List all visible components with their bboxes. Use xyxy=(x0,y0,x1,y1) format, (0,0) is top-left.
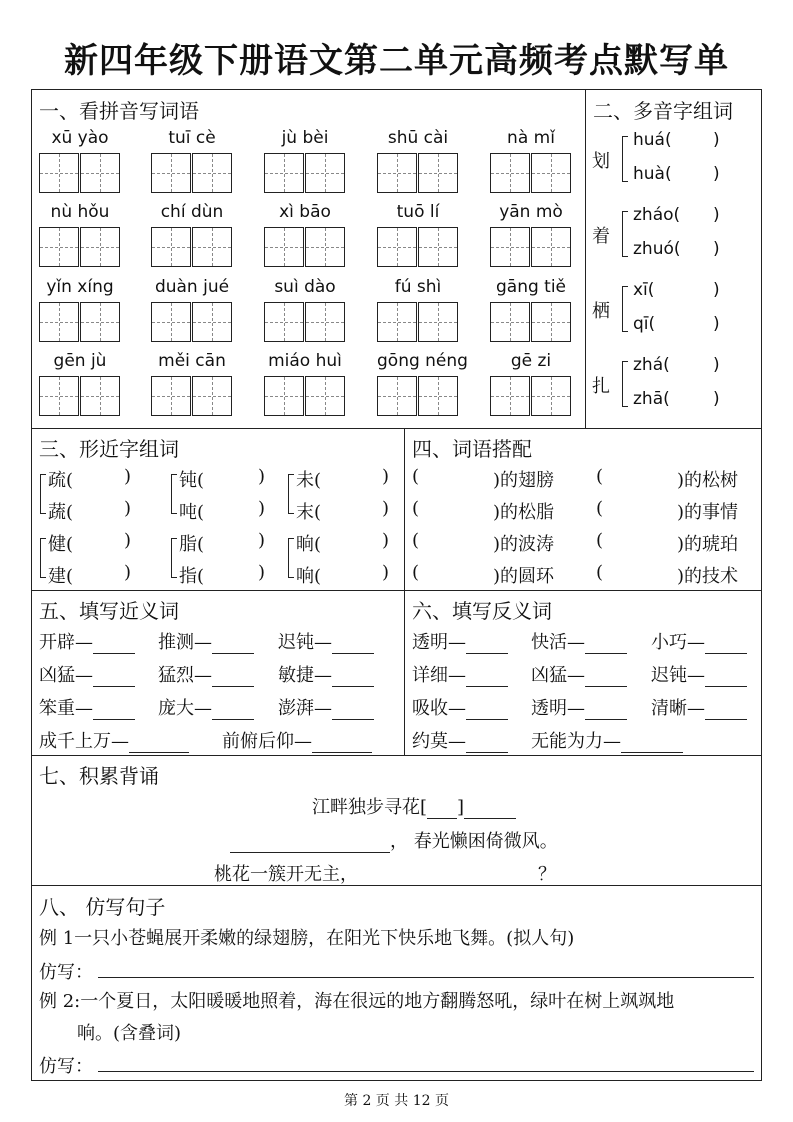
prompt-word: 成千上万— xyxy=(39,731,129,752)
divider xyxy=(404,428,405,755)
close-paren: ) xyxy=(382,562,390,583)
char-prompt: 未( xyxy=(296,470,322,491)
fill-item xyxy=(39,727,189,753)
char-box[interactable] xyxy=(80,227,120,267)
close-paren: ) xyxy=(258,562,266,583)
answer-blank[interactable] xyxy=(312,752,372,753)
char-box[interactable] xyxy=(151,302,191,342)
pinyin-reading: zhā( xyxy=(633,389,670,409)
fill-item xyxy=(222,727,372,753)
section-heading: 五、填写近义词 xyxy=(39,599,179,623)
char-box[interactable] xyxy=(490,376,530,416)
char-box[interactable] xyxy=(80,302,120,342)
char-box[interactable] xyxy=(531,376,571,416)
poem-line-2: ， 春光懒困倚微风。 xyxy=(230,827,558,853)
fill-item xyxy=(278,628,374,654)
char-box[interactable] xyxy=(377,376,417,416)
char-prompt: 响( xyxy=(296,566,322,587)
char-box[interactable] xyxy=(418,153,458,193)
fill-item xyxy=(158,661,254,687)
section-heading: 三、形近字组词 xyxy=(39,437,179,461)
matching-text: )的松脂 xyxy=(493,502,555,523)
divider xyxy=(31,590,762,591)
close-paren: ) xyxy=(382,466,390,487)
close-paren: ) xyxy=(713,164,720,184)
char-box[interactable] xyxy=(418,227,458,267)
char-box[interactable] xyxy=(531,302,571,342)
fill-item xyxy=(278,694,374,720)
matching-text: ( xyxy=(596,530,604,551)
prompt-word: 约莫— xyxy=(412,731,466,752)
poem-blank[interactable] xyxy=(427,818,457,819)
pinyin-reading: zhá( xyxy=(633,355,670,375)
pinyin-label: jù bèi xyxy=(281,128,329,148)
matching-text: )的技术 xyxy=(677,566,739,587)
char-box[interactable] xyxy=(151,376,191,416)
answer-blank[interactable] xyxy=(705,686,747,687)
fill-item xyxy=(531,694,627,720)
pinyin-label: gē zi xyxy=(510,351,552,371)
page-footer: 第 2 页 共 12 页 xyxy=(344,1093,449,1109)
char-box[interactable] xyxy=(418,302,458,342)
char-box[interactable] xyxy=(264,376,304,416)
fill-item xyxy=(531,628,627,654)
prompt-word: 清晰— xyxy=(651,698,705,719)
close-paren: ) xyxy=(713,355,720,375)
answer-blank[interactable] xyxy=(212,653,254,654)
char-box[interactable] xyxy=(418,376,458,416)
fill-item xyxy=(412,727,508,753)
divider xyxy=(31,428,762,429)
pinyin-label: nù hǒu xyxy=(50,202,110,222)
poem-blank[interactable] xyxy=(464,818,516,819)
pinyin-label: suì dào xyxy=(274,277,336,297)
prompt-word: 透明— xyxy=(531,698,585,719)
matching-text: ( xyxy=(596,498,604,519)
char-box[interactable] xyxy=(490,302,530,342)
char-box[interactable] xyxy=(264,227,304,267)
matching-text: ( xyxy=(412,466,420,487)
answer-blank[interactable] xyxy=(332,686,374,687)
char-box[interactable] xyxy=(305,302,345,342)
close-paren: ) xyxy=(713,205,720,225)
close-paren: ) xyxy=(124,498,132,519)
answer-blank[interactable] xyxy=(466,752,508,753)
answer-blank[interactable] xyxy=(332,653,374,654)
answer-blank[interactable] xyxy=(212,686,254,687)
poem-blank[interactable] xyxy=(358,885,538,886)
char-box[interactable] xyxy=(490,153,530,193)
poem-blank[interactable] xyxy=(230,852,390,853)
prompt-word: 庞大— xyxy=(158,698,212,719)
char-box[interactable] xyxy=(80,376,120,416)
prompt-word: 敏捷— xyxy=(278,665,332,686)
pinyin-label: xì bāo xyxy=(279,202,331,222)
prompt-word: 透明— xyxy=(412,632,466,653)
copy-label: 仿写： xyxy=(39,962,93,983)
copy-label: 仿写： xyxy=(39,1056,93,1077)
pinyin-reading: zhuó( xyxy=(633,239,681,259)
brace xyxy=(288,474,294,514)
matching-text: )的波涛 xyxy=(493,534,555,555)
prompt-word: 笨重— xyxy=(39,698,93,719)
prompt-word: 迟钝— xyxy=(278,632,332,653)
char-box[interactable] xyxy=(377,153,417,193)
brace xyxy=(171,474,177,514)
answer-blank[interactable] xyxy=(705,719,747,720)
answer-blank[interactable] xyxy=(466,653,508,654)
answer-blank[interactable] xyxy=(466,719,508,720)
fill-item xyxy=(412,694,508,720)
pinyin-reading: huá( xyxy=(633,130,672,150)
char-box[interactable] xyxy=(151,153,191,193)
char-box[interactable] xyxy=(305,227,345,267)
fill-item xyxy=(39,694,135,720)
close-paren: ) xyxy=(258,530,266,551)
matching-text: )的圆环 xyxy=(493,566,555,587)
prompt-word: 凶猛— xyxy=(531,665,585,686)
answer-blank[interactable] xyxy=(332,719,374,720)
pinyin-label: tuī cè xyxy=(168,128,216,148)
char-box[interactable] xyxy=(264,302,304,342)
char-prompt: 钝( xyxy=(179,470,205,491)
pinyin-label: miáo huì xyxy=(268,351,342,371)
matching-text: )的翅膀 xyxy=(493,470,555,491)
pinyin-label: gōng néng xyxy=(377,351,468,371)
section-heading: 二、多音字组词 xyxy=(593,99,733,123)
answer-blank[interactable] xyxy=(212,719,254,720)
pinyin-reading: qī( xyxy=(633,314,656,334)
char-prompt: 指( xyxy=(179,566,205,587)
pinyin-label: tuō lí xyxy=(396,202,440,222)
pinyin-label: měi cān xyxy=(158,351,226,371)
prompt-word: 开辟— xyxy=(39,632,93,653)
close-paren: ) xyxy=(713,314,720,334)
example-1: 例 1一只小苍蝇展开柔嫩的绿翅膀，在阳光下快乐地飞舞。(拟人句) xyxy=(39,928,575,949)
char-box[interactable] xyxy=(151,227,191,267)
char-box[interactable] xyxy=(192,302,232,342)
matching-text: ( xyxy=(412,562,420,583)
pinyin-label: shū cài xyxy=(387,128,449,148)
divider xyxy=(31,755,762,756)
answer-line[interactable] xyxy=(98,1071,754,1072)
prompt-word: 前俯后仰— xyxy=(222,731,312,752)
fill-item xyxy=(278,661,374,687)
matching-text: )的琥珀 xyxy=(677,534,739,555)
matching-text: )的松树 xyxy=(677,470,739,491)
char-prompt: 脂( xyxy=(179,534,205,555)
fill-item xyxy=(531,727,683,753)
answer-blank[interactable] xyxy=(585,686,627,687)
pinyin-label: duàn jué xyxy=(154,277,230,297)
polyphone-char: 划 xyxy=(592,151,610,172)
char-box[interactable] xyxy=(192,227,232,267)
answer-blank[interactable] xyxy=(585,653,627,654)
divider xyxy=(585,90,586,428)
matching-text: ( xyxy=(412,530,420,551)
close-paren: ) xyxy=(713,280,720,300)
fill-item xyxy=(412,628,508,654)
close-paren: ) xyxy=(382,498,390,519)
polyphone-char: 着 xyxy=(592,226,610,247)
close-paren: ) xyxy=(124,466,132,487)
close-paren: ) xyxy=(713,389,720,409)
answer-line[interactable] xyxy=(98,977,754,978)
pinyin-label: yān mò xyxy=(499,202,563,222)
pinyin-label: yǐn xíng xyxy=(46,277,114,297)
polyphone-char: 栖 xyxy=(592,301,610,322)
pinyin-reading: zháo( xyxy=(633,205,681,225)
char-box[interactable] xyxy=(39,302,79,342)
close-paren: ) xyxy=(258,466,266,487)
pinyin-label: xū yào xyxy=(51,128,109,148)
matching-text: ( xyxy=(596,562,604,583)
close-paren: ) xyxy=(258,498,266,519)
section-heading: 八、 仿写句子 xyxy=(39,895,166,919)
char-box[interactable] xyxy=(80,153,120,193)
brace xyxy=(171,538,177,578)
char-box[interactable] xyxy=(192,376,232,416)
char-box[interactable] xyxy=(531,153,571,193)
fill-item xyxy=(651,694,747,720)
close-paren: ) xyxy=(713,130,720,150)
char-prompt: 蔬( xyxy=(48,502,74,523)
pinyin-label: gēn jù xyxy=(53,351,107,371)
brace xyxy=(40,474,46,514)
section-heading: 六、填写反义词 xyxy=(412,599,552,623)
fill-item xyxy=(531,661,627,687)
fill-item xyxy=(158,628,254,654)
matching-text: )的事情 xyxy=(677,502,739,523)
prompt-word: 吸收— xyxy=(412,698,466,719)
char-box[interactable] xyxy=(305,376,345,416)
pinyin-label: gāng tiě xyxy=(495,277,567,297)
char-box[interactable] xyxy=(531,227,571,267)
answer-blank[interactable] xyxy=(705,653,747,654)
prompt-word: 迟钝— xyxy=(651,665,705,686)
char-box[interactable] xyxy=(490,227,530,267)
section-heading: 七、积累背诵 xyxy=(39,764,159,788)
char-box[interactable] xyxy=(39,227,79,267)
char-box[interactable] xyxy=(192,153,232,193)
char-box[interactable] xyxy=(377,302,417,342)
fill-item xyxy=(412,661,508,687)
section-heading: 四、词语搭配 xyxy=(412,437,532,461)
char-prompt: 晌( xyxy=(296,534,322,555)
brace xyxy=(40,538,46,578)
example-2-line-1: 例 2:一个夏日，太阳暖暖地照着，海在很远的地方翻腾怒吼，绿叶在树上飒飒地 xyxy=(39,991,675,1012)
prompt-word: 快活— xyxy=(531,632,585,653)
close-paren: ) xyxy=(124,562,132,583)
char-box[interactable] xyxy=(305,153,345,193)
prompt-word: 猛烈— xyxy=(158,665,212,686)
brace xyxy=(622,211,628,257)
brace xyxy=(622,136,628,182)
pinyin-label: chí dùn xyxy=(160,202,224,222)
close-paren: ) xyxy=(124,530,132,551)
poem-line-1: 江畔独步寻花[ ] xyxy=(312,793,516,819)
char-box[interactable] xyxy=(39,153,79,193)
matching-text: ( xyxy=(596,466,604,487)
prompt-word: 澎湃— xyxy=(278,698,332,719)
fill-item xyxy=(158,694,254,720)
brace xyxy=(622,286,628,332)
polyphone-char: 扎 xyxy=(592,376,610,397)
answer-blank[interactable] xyxy=(93,653,135,654)
prompt-word: 小巧— xyxy=(651,632,705,653)
page-title: 新四年级下册语文第二单元高频考点默写单 xyxy=(64,41,729,81)
fill-item xyxy=(39,628,135,654)
pinyin-reading: xī( xyxy=(633,280,655,300)
brace xyxy=(622,361,628,407)
char-prompt: 吨( xyxy=(179,502,205,523)
char-prompt: 建( xyxy=(48,566,74,587)
pinyin-reading: huà( xyxy=(633,164,672,184)
answer-blank[interactable] xyxy=(621,752,683,753)
char-box[interactable] xyxy=(39,376,79,416)
matching-text: ( xyxy=(412,498,420,519)
char-box[interactable] xyxy=(377,227,417,267)
close-paren: ) xyxy=(713,239,720,259)
answer-blank[interactable] xyxy=(129,752,189,753)
pinyin-label: fú shì xyxy=(394,277,442,297)
poem-line-3: 桃花一簇开无主， ？ xyxy=(214,864,556,885)
char-prompt: 健( xyxy=(48,534,74,555)
char-prompt: 疏( xyxy=(48,470,74,491)
answer-blank[interactable] xyxy=(585,719,627,720)
close-paren: ) xyxy=(382,530,390,551)
answer-blank[interactable] xyxy=(93,686,135,687)
pinyin-label: nà mǐ xyxy=(507,128,555,148)
fill-item xyxy=(651,661,747,687)
char-box[interactable] xyxy=(264,153,304,193)
section-heading: 一、看拼音写词语 xyxy=(39,99,199,123)
fill-item xyxy=(39,661,135,687)
fill-item xyxy=(651,628,747,654)
prompt-word: 无能为力— xyxy=(531,731,621,752)
char-prompt: 末( xyxy=(296,502,322,523)
answer-blank[interactable] xyxy=(466,686,508,687)
brace xyxy=(288,538,294,578)
example-2-line-2: 响。(含叠词) xyxy=(77,1023,182,1044)
prompt-word: 凶猛— xyxy=(39,665,93,686)
answer-blank[interactable] xyxy=(93,719,135,720)
prompt-word: 详细— xyxy=(412,665,466,686)
prompt-word: 推测— xyxy=(158,632,212,653)
